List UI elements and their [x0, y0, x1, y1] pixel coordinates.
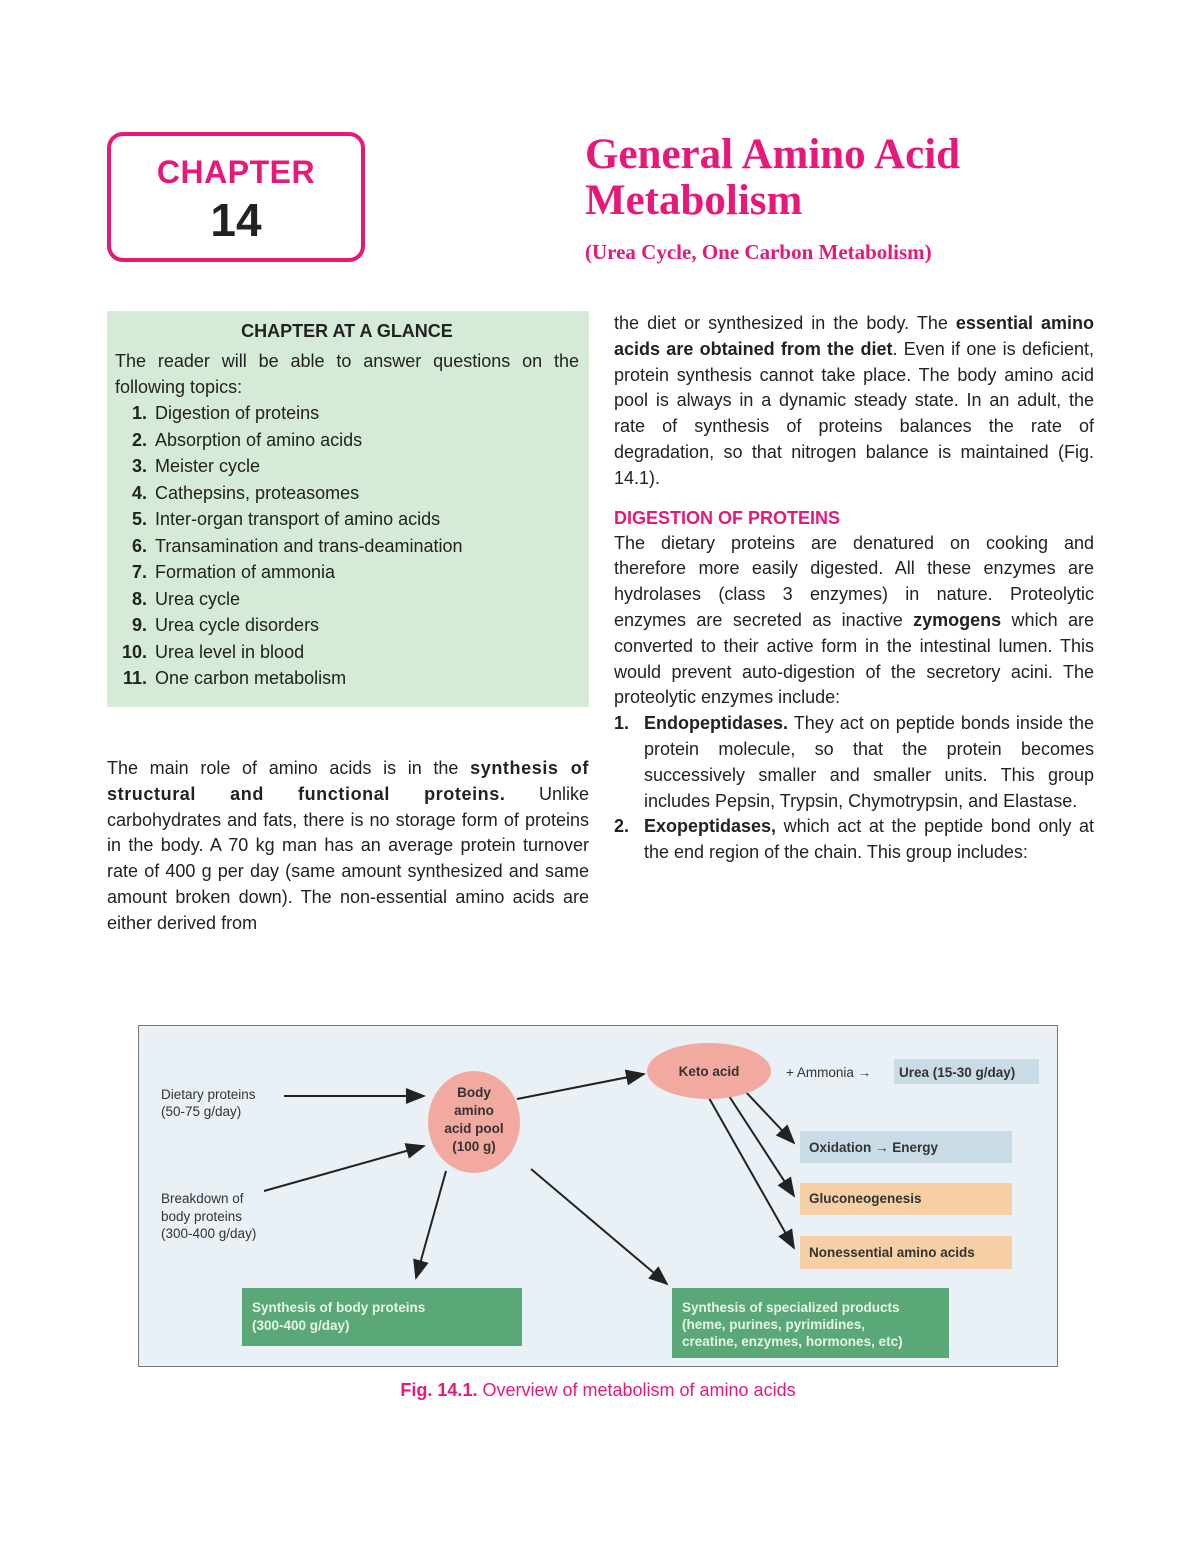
glance-topic-text: Cathepsins, proteasomes	[155, 482, 360, 503]
glance-topic-number: 8.	[131, 588, 147, 609]
glance-topic-text: Urea cycle disorders	[155, 615, 320, 635]
intro-text-2: Unlike carbohydrates and fats, there is no storage form of proteins in the body. A 70 kg man has an average protein turnover rate of 400 g per day (same amount synthesized and same amount broken down). The non-essential amino acids are either derived from	[107, 783, 589, 933]
ammonia-label: + Ammonia →	[786, 1065, 872, 1080]
gluconeogenesis-label: Gluconeogenesis	[809, 1191, 922, 1206]
continued-paragraph	[614, 311, 1094, 492]
figure-14-1	[138, 1025, 1058, 1367]
glance-topic-item	[115, 665, 579, 692]
right-column	[614, 311, 1094, 866]
chapter-subtitle: (Urea Cycle, One Carbon Metabolism)	[585, 240, 932, 264]
synthesis-specialized-label-1: Synthesis of specialized products	[682, 1300, 900, 1315]
glance-topic-text: Absorption of amino acids	[155, 429, 363, 450]
arrow-keto-to-oxidation	[744, 1090, 794, 1143]
synthesis-body-label-2: (300-400 g/day)	[252, 1318, 350, 1333]
continued-text-1: the diet or synthesized in the body. The	[614, 313, 956, 333]
digestion-text-2: which are converted to their active form in the intestinal lumen. This would prevent auto-digestion of the secretory acini. The proteolytic enzymes include:	[614, 609, 1094, 708]
intro-text-1: The main role of amino acids is in the	[107, 758, 471, 778]
dietary-label-2: (50-75 g/day)	[161, 1104, 242, 1119]
glance-topic-item	[115, 480, 579, 507]
digestion-bold: zymogens	[913, 609, 1002, 630]
glance-topic-text: Meister cycle	[155, 456, 261, 476]
nonessential-label: Nonessential amino acids	[809, 1245, 975, 1260]
enzyme-list-item	[614, 814, 1094, 866]
continued-bold: essential amino acids are obtained from the diet	[614, 313, 1095, 359]
glance-intro: The reader will be able to answer questions on the following topics:	[115, 351, 579, 397]
glance-topic-number: 2.	[131, 429, 147, 450]
glance-topic-item	[115, 506, 579, 533]
synthesis-body-box	[242, 1288, 522, 1346]
caption-label: Fig. 14.1.	[400, 1380, 478, 1400]
keto-label: Keto acid	[678, 1064, 740, 1079]
glance-topic-item	[115, 453, 579, 480]
chapter-label: CHAPTER	[156, 154, 316, 190]
enzyme-item-term: Endopeptidases.	[644, 713, 789, 734]
pool-label-3: acid pool	[444, 1121, 504, 1136]
glance-topic-number: 1.	[131, 403, 147, 423]
synthesis-specialized-label-2: (heme, purines, pyrimidines,	[682, 1317, 866, 1332]
enzyme-item-body	[644, 711, 1094, 814]
continued-text-2: . Even if one is deficient, protein synthesis cannot take place. The body amino acid pool is always in a dynamic steady state. In an adult, the rate of synthesis of proteins balances the rate of degradation, so that nitrogen balance is maintained (Fig. 14.1).	[614, 338, 1095, 488]
chapter-box	[107, 132, 365, 262]
chapter-at-a-glance	[107, 311, 589, 707]
metabolism-diagram	[139, 1026, 1056, 1365]
arrow-pool-to-keto	[517, 1074, 644, 1099]
glance-topic-item	[115, 427, 579, 454]
chapter-title: General Amino Acid Metabolism	[585, 131, 961, 224]
arrow-pool-to-synthesis-body	[416, 1171, 446, 1278]
pool-label-1: Body	[457, 1085, 491, 1100]
figure-caption	[138, 1380, 1058, 1401]
glance-topic-text: Inter-organ transport of amino acids	[155, 509, 441, 529]
glance-topic-text: Digestion of proteins	[155, 403, 320, 423]
intro-paragraph	[107, 756, 589, 937]
arrow-pool-to-synthesis-specialized	[531, 1169, 667, 1284]
enzyme-list-item	[614, 711, 1094, 814]
intro-bold: synthesis of structural and functional proteins.	[107, 758, 589, 804]
glance-topic-text: Urea level in blood	[155, 641, 305, 662]
glance-topic-number: 6.	[131, 535, 147, 556]
enzyme-item-text: which act at the peptide bond only at the end region of the chain. This group includes:	[644, 816, 1094, 863]
digestion-text-1: The dietary proteins are denatured on cooking and therefore more easily digested. All these enzymes are hydrolases (class 3 enzymes) in nature. Proteolytic enzymes are secreted as inactive	[614, 532, 1094, 630]
breakdown-label-1: Breakdown of	[161, 1191, 244, 1206]
glance-topic-number: 4.	[131, 482, 147, 503]
chapter-number: 14	[210, 194, 262, 246]
glance-topic-text: One carbon metabolism	[155, 668, 347, 688]
synthesis-body-label-1: Synthesis of body proteins	[252, 1300, 426, 1315]
glance-topic-number: 3.	[131, 456, 147, 476]
glance-topic-text: Formation of ammonia	[155, 562, 336, 582]
glance-topic-text: Urea cycle	[155, 588, 241, 609]
digestion-heading: DIGESTION OF PROTEINS	[614, 507, 841, 528]
enzyme-item-body	[644, 814, 1094, 866]
enzyme-list	[614, 711, 1094, 866]
breakdown-label-2: body proteins	[161, 1209, 243, 1224]
glance-topic-list	[115, 400, 579, 692]
glance-topic-number: 11.	[122, 668, 147, 688]
glance-topic-number: 9.	[131, 615, 147, 635]
glance-topic-item	[115, 559, 579, 586]
breakdown-label-3: (300-400 g/day)	[161, 1226, 257, 1241]
digestion-paragraph	[614, 531, 1094, 712]
glance-topic-item	[115, 612, 579, 639]
enzyme-item-number: 1.	[614, 713, 630, 734]
glance-topic-number: 7.	[131, 562, 147, 582]
arrow-keto-to-gluconeogenesis	[729, 1096, 794, 1196]
glance-topic-item	[115, 586, 579, 613]
enzyme-item-term: Exopeptidases,	[644, 816, 777, 837]
glance-topic-text: Transamination and trans-deamination	[155, 535, 463, 556]
synthesis-specialized-label-3: creatine, enzymes, hormones, etc)	[682, 1334, 903, 1349]
pool-label-2: amino	[454, 1103, 494, 1118]
urea-label: Urea (15-30 g/day)	[899, 1065, 1016, 1080]
arrow-breakdown-to-pool	[264, 1146, 424, 1191]
dietary-label-1: Dietary proteins	[161, 1087, 256, 1102]
arrow-keto-to-nonessential	[709, 1098, 794, 1248]
oxidation-label: Oxidation → Energy	[809, 1140, 939, 1155]
glance-topic-item	[115, 400, 579, 427]
glance-topic-number: 5.	[131, 509, 147, 529]
caption-text: Overview of metabolism of amino acids	[477, 1380, 796, 1400]
pool-label-4: (100 g)	[452, 1139, 496, 1154]
enzyme-item-text: They act on peptide bonds inside the protein molecule, so that the protein becomes successively smaller and smaller units. This group includes Pepsin, Trypsin, Chymotrypsin, and Elastase.	[644, 713, 1094, 811]
enzyme-item-number: 2.	[614, 816, 630, 837]
glance-topic-item	[115, 533, 579, 560]
glance-topic-item	[115, 639, 579, 666]
glance-topic-number: 10.	[121, 641, 147, 662]
glance-heading: CHAPTER AT A GLANCE	[241, 321, 453, 341]
